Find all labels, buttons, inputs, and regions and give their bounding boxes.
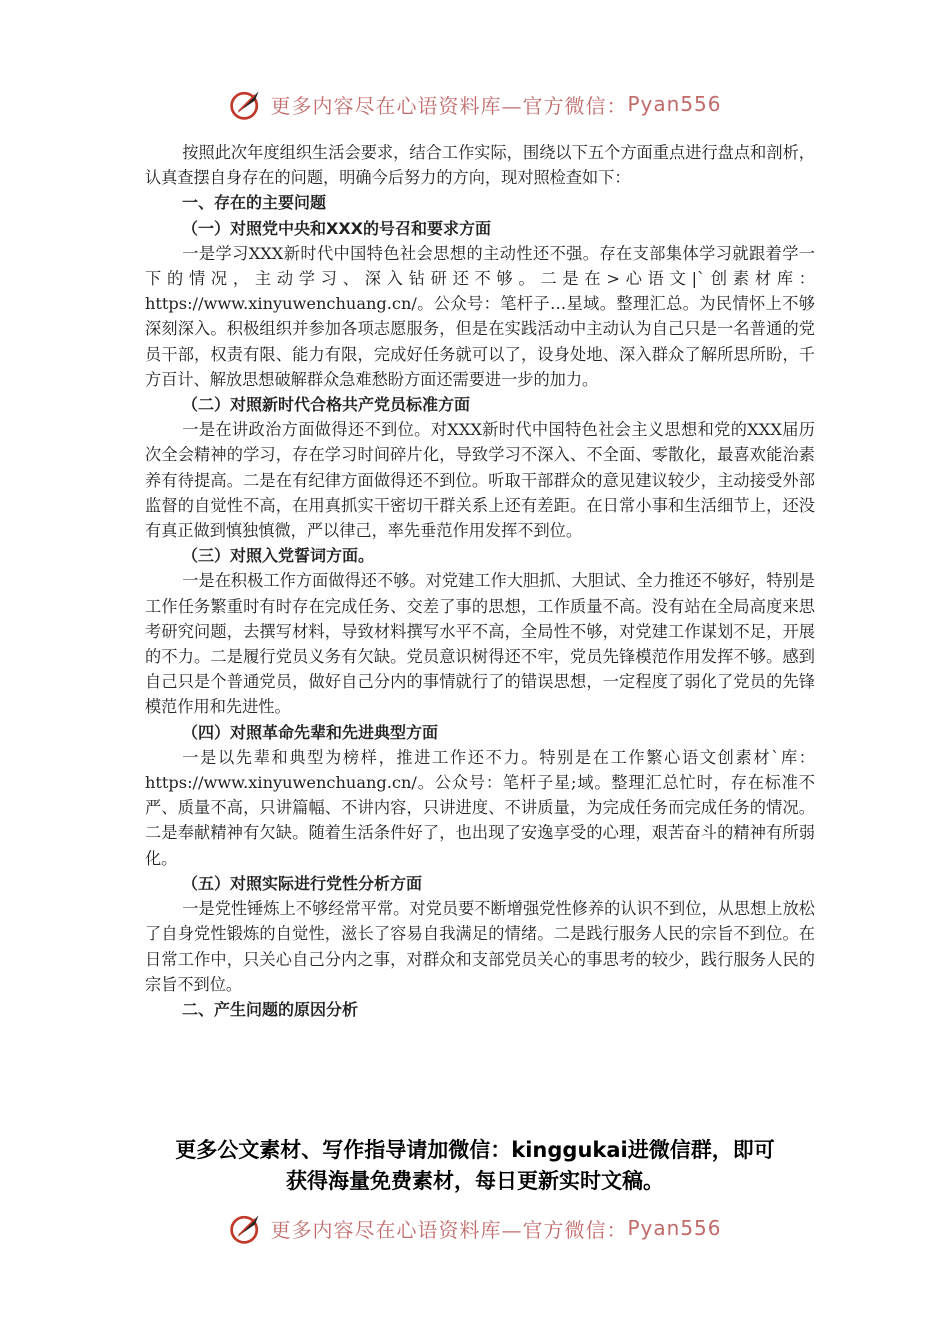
subsection-body-2: 一是在讲政治方面做得还不到位。对XXX新时代中国特色社会主义思想和党的XXX届历次全会精神的学习，存在学习时间碎片化，导致学习不深入、不全面、零散化，最喜欢能治素养有待提高。二是在有纪律方面做得还不到位。听取干部群众的意见建议较少，主动接受外部监督的自觉性不高，在用真抓实干密切干群关系上还有差距。在日常小事和生活细节上，还没有真正做到慎独慎微，严以律己，率先垂范作用发挥不到位。 — [145, 420, 815, 541]
subsection-heading-5: （五）对照实际进行党性分析方面 — [182, 873, 423, 893]
document-body — [145, 140, 815, 1022]
banner-wechat-id: Pyan556 — [627, 92, 722, 116]
subsection-body-3: 一是在积极工作方面做得还不够。对党建工作大胆抓、大胆试、全力推还不够好，特别是工作任务繁重时有时存在完成任务、交差了事的思想，工作质量不高。没有站在全局高度来思考研究问题，去撰写材料，导致材料撰写水平不高，全局性不够，对党建工作谋划不足，开展的不力。二是履行党员义务有欠缺。党员意识树得还不牢，党员先锋模范作用发挥不够。感到自己只是个普通党员，做好自己分内的事情就行了的错误思想，一定程度了弱化了党员的先锋模范作用和先进性。 — [145, 571, 815, 717]
subsection-heading-1: （一）对照党中央和XXX的号召和要求方面 — [182, 218, 492, 238]
subsection-heading-2: （二）对照新时代合格共产党员标准方面 — [182, 395, 471, 415]
promo-line-2: 获得海量免费素材，每日更新实时文稿。 — [286, 1169, 664, 1193]
promo-block — [100, 1135, 850, 1197]
banner-wechat-id: Pyan556 — [627, 1216, 722, 1240]
banner-text: 更多内容尽在心语资料库—官方微信： — [270, 1217, 628, 1242]
footer-banner — [0, 1206, 950, 1250]
quill-logo-icon — [228, 86, 264, 122]
banner-text: 更多内容尽在心语资料库—官方微信： — [270, 93, 628, 118]
section-heading-causes: 二、产生问题的原因分析 — [182, 999, 359, 1019]
header-banner — [0, 82, 950, 126]
section-heading-problems: 一、存在的主要问题 — [182, 193, 327, 213]
subsection-heading-4: （四）对照革命先辈和先进典型方面 — [182, 722, 439, 742]
subsection-body-1: 一是学习XXX新时代中国特色社会思想的主动性还不强。存在支部集体学习就跟着学一下的情况，主动学习、深入钻研还不够。二是在>心语文|`创素材库：https://www.xinyuwenchuang.cn/。公众号：笔杆子…星域。整理汇总。为民情怀上不够深刻深入。积极组织并参加各项志愿服务，但是在实践活动中主动认为自己只是一名普通的党员干部，权责有限、能力有限，完成好任务就可以了，设身处地、深入群众了解所思所盼，千方百计、解放思想破解群众急难愁盼方面还需要进一步的加力。 — [145, 243, 815, 389]
promo-line-1: 更多公文素材、写作指导请加微信：kinggukai进微信群，即可 — [175, 1138, 775, 1162]
quill-logo-icon — [228, 1210, 264, 1246]
intro-paragraph: 按照此次年度组织生活会要求，结合工作实际，围绕以下五个方面重点进行盘点和剖析，认真查摆自身存在的问题，明确今后努力的方向，现对照检查如下： — [145, 143, 815, 188]
subsection-body-4: 一是以先辈和典型为榜样，推进工作还不力。特别是在工作繁心语文创素材`库：https://www.xinyuwenchuang.cn/。公众号：笔杆子星;域。整理汇总忙时，存在标准不严、质量不高，只讲篇幅、不讲内容，只讲进度、不讲质量，为完成任务而完成任务的情况。二是奉献精神有欠缺。随着生活条件好了，也出现了安逸享受的心理，艰苦奋斗的精神有所弱化。 — [145, 747, 815, 868]
subsection-body-5: 一是党性锤炼上不够经常平常。对党员要不断增强党性修养的认识不到位，从思想上放松了自身党性锻炼的自觉性，滋长了容易自我满足的情绪。二是践行服务人民的宗旨不到位。在日常工作中，只关心自己分内之事，对群众和支部党员关心的事思考的较少，践行服务人民的宗旨不到位。 — [145, 899, 815, 994]
subsection-heading-3: （三）对照入党誓词方面。 — [182, 546, 375, 566]
